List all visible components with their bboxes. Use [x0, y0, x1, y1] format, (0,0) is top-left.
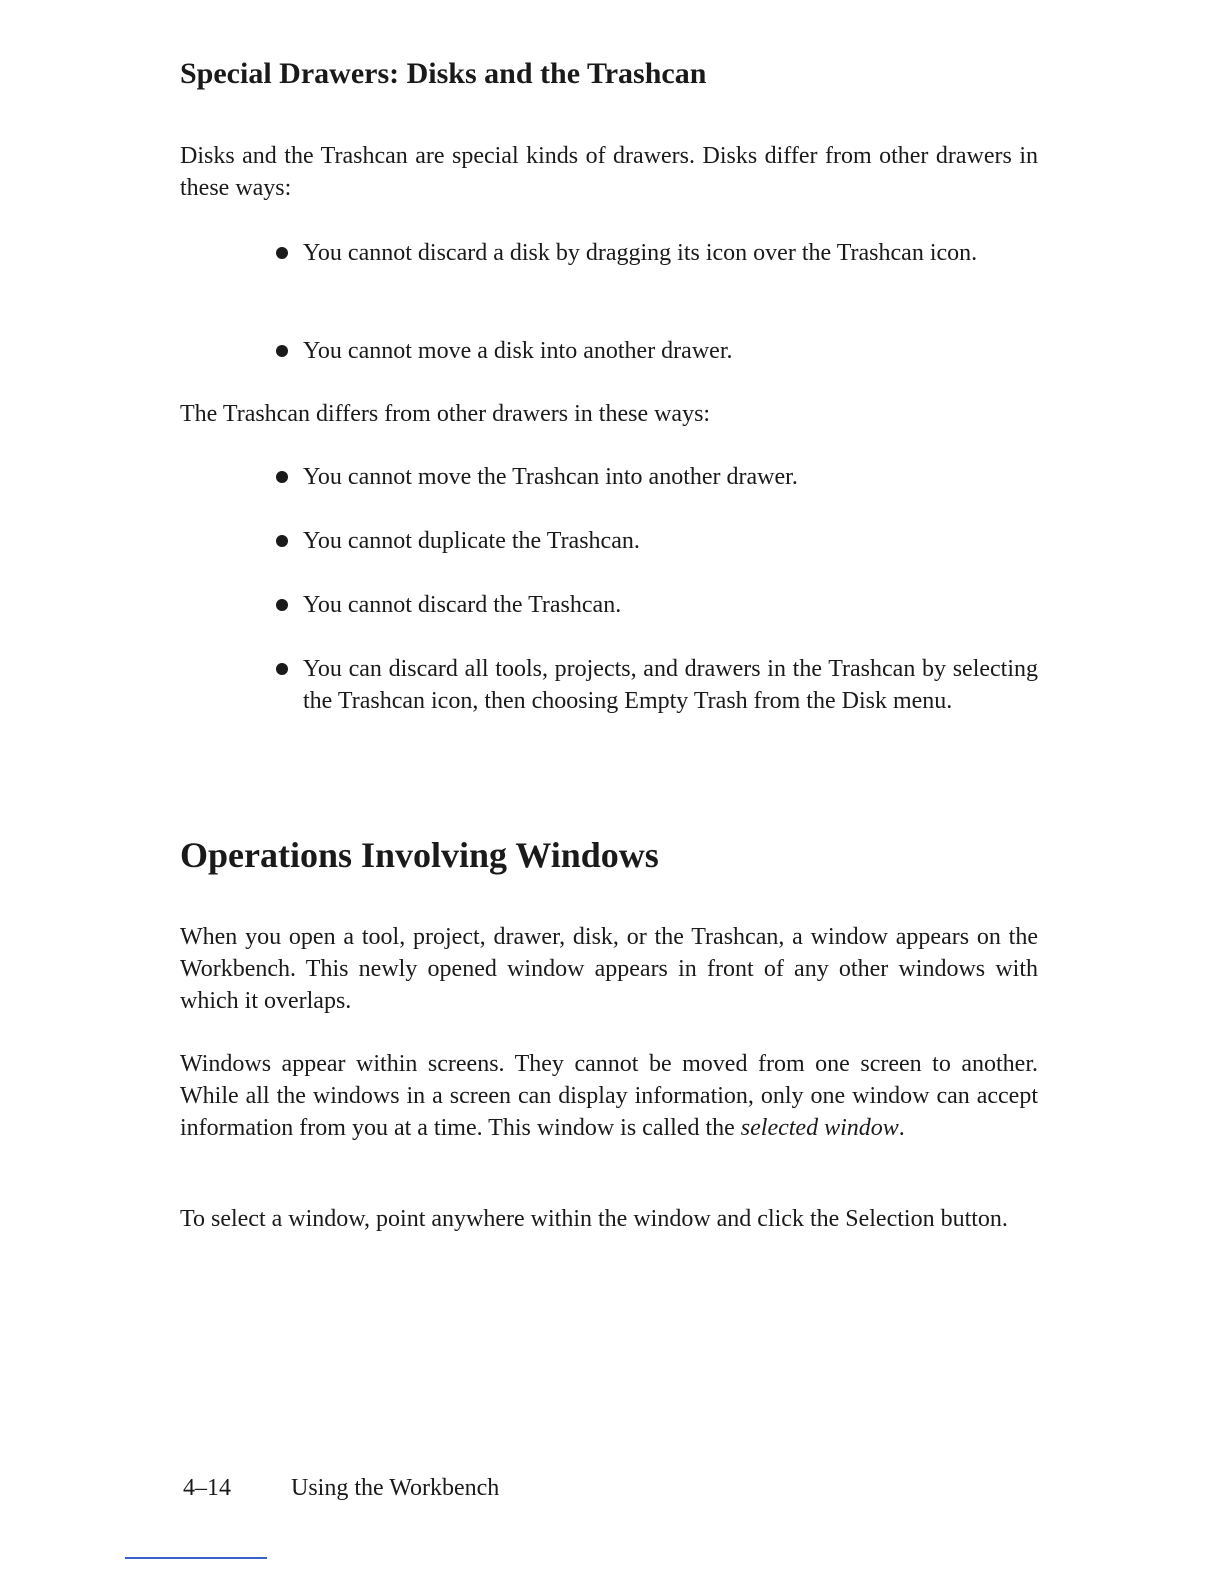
paragraph-trashcan-intro: The Trashcan differs from other drawers in these ways:	[180, 401, 711, 427]
bullet-dot-icon	[276, 599, 288, 611]
paragraph-period: .	[898, 1115, 905, 1141]
bullet-text: You cannot move a disk into another drawer.	[303, 338, 733, 364]
running-footer-title: Using the Workbench	[291, 1475, 500, 1501]
section-heading-special-drawers: Special Drawers: Disks and the Trashcan	[180, 57, 707, 90]
bullet-dot-icon	[276, 535, 288, 547]
term-selected-window: selected window	[740, 1115, 899, 1141]
section-heading-operations-windows: Operations Involving Windows	[180, 835, 659, 875]
bullet-text: You cannot discard the Trashcan.	[303, 592, 622, 618]
page-number: 4–14	[183, 1475, 231, 1501]
paragraph-select-window: To select a window, point anywhere within the window and click the Selection button.	[180, 1206, 1008, 1232]
paragraph-windows-screens	[180, 1048, 1038, 1144]
bullet-dot-icon	[276, 471, 288, 483]
bullet-text: You can discard all tools, projects, and drawers in the Trashcan by selecting the Trashcan icon, then choosing Empty Trash from the Disk menu.	[303, 656, 1038, 714]
bullet-text: You cannot discard a disk by dragging its icon over the Trashcan icon.	[303, 240, 978, 266]
bullet-item	[272, 461, 1038, 493]
bullet-item	[272, 335, 1038, 367]
bullet-dot-icon	[276, 247, 288, 259]
bullet-dot-icon	[276, 345, 288, 357]
bullet-text: You cannot duplicate the Trashcan.	[303, 528, 640, 554]
bullet-item	[272, 653, 1038, 717]
paragraph-open-window: When you open a tool, project, drawer, disk, or the Trashcan, a window appears on the Workbench. This newly opened window appears in front of any other windows with which it overlaps.	[180, 924, 1038, 1014]
bullet-item	[272, 237, 1038, 269]
bullet-dot-icon	[276, 663, 288, 675]
bullet-item	[272, 589, 1038, 621]
paragraph-disks-intro: Disks and the Trashcan are special kinds of drawers. Disks differ from other drawers in these ways:	[180, 143, 1038, 201]
paragraph-text: Windows appear within screens. They cannot be moved from one screen to another. While all the windows in a screen can display information, only one window can accept information from you at a time. This window is called the	[180, 1051, 1038, 1141]
bullet-item	[272, 525, 1038, 557]
bottom-rule	[125, 1557, 267, 1559]
bullet-text: You cannot move the Trashcan into another drawer.	[303, 464, 798, 490]
